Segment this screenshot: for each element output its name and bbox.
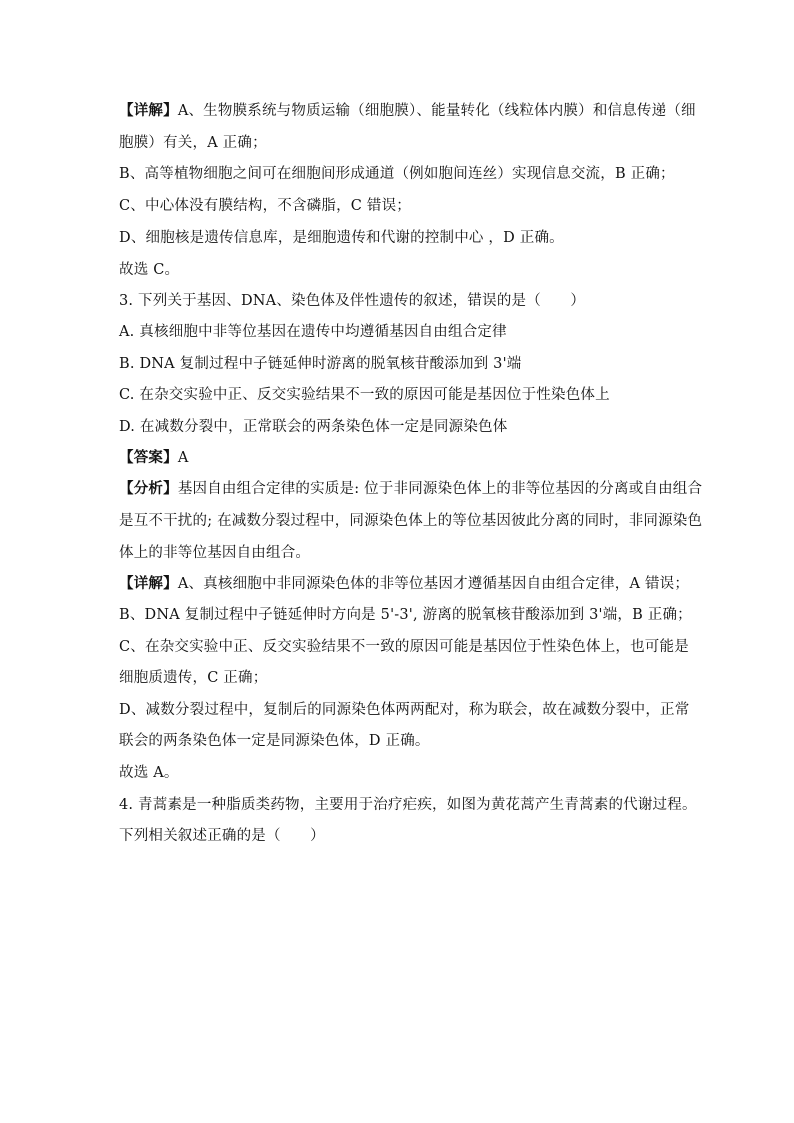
detail-tag: 【详解】 bbox=[119, 102, 178, 119]
answer-line bbox=[119, 448, 188, 468]
analysis-line-1: 【分析】基因自由组合定律的实质是: 位于非同源染色体上的非等位基因的分离或自由组合 bbox=[119, 480, 703, 497]
detail-line-2: 胞膜）有关，A 正确； bbox=[119, 135, 267, 151]
detail-line-4: C、中心体没有膜结构，不含磷脂，C 错误； bbox=[119, 198, 411, 214]
question-3-stem: 3. 下列关于基因、DNA、染色体及伴性遗传的叙述，错误的是（ ） bbox=[119, 293, 586, 309]
question-4-stem-line-1: 4. 青蒿素是一种脂质类药物，主要用于治疗疟疾，如图为黄花蒿产生青蒿素的代谢过程。 bbox=[119, 797, 697, 813]
question-3-option-a: A. 真核细胞中非等位基因在遗传中均遵循基因自由组合定律 bbox=[119, 324, 507, 340]
analysis-tag: 【分析】 bbox=[119, 480, 178, 497]
detail-tag: 【详解】 bbox=[119, 575, 178, 592]
detail-line-1: 【详解】A、生物膜系统与物质运输（细胞膜）、能量转化（线粒体内膜）和信息传递（细 bbox=[119, 102, 696, 119]
answer-tag: 【答案】 bbox=[119, 449, 178, 466]
question-4-stem-line-2: 下列相关叙述正确的是（ ） bbox=[119, 828, 325, 844]
answer-value: A bbox=[177, 450, 189, 466]
detail-q3-line-5: D、减数分裂过程中，复制后的同源染色体两两配对，称为联会，故在减数分裂中，正常 bbox=[119, 702, 690, 718]
detail-line-5: D、细胞核是遗传信息库，是细胞遗传和代谢的控制中心 ，D 正确。 bbox=[119, 230, 564, 246]
question-3-option-d: D. 在减数分裂中，正常联会的两条染色体一定是同源染色体 bbox=[119, 419, 508, 435]
detail-q3-line-3: C、在杂交实验中正、反交实验结果不一致的原因可能是基因位于性染色体上，也可能是 bbox=[119, 639, 689, 655]
analysis-line-3: 体上的非等位基因自由组合。 bbox=[119, 545, 311, 561]
detail-q3-line-2: B、DNA 复制过程中子链延伸时方向是 5'-3', 游离的脱氧核苷酸添加到 3'端，B 正确； bbox=[119, 607, 692, 623]
question-3-option-b: B. DNA 复制过程中子链延伸时游离的脱氧核苷酸添加到 3'端 bbox=[119, 356, 522, 372]
detail-q3-line-6: 联会的两条染色体一定是同源染色体，D 正确。 bbox=[119, 733, 430, 749]
detail-q3-line-4: 细胞质遗传，C 正确； bbox=[119, 670, 268, 686]
detail-q3-line-1: 【详解】A、真核细胞中非同源染色体的非等位基因才遵循基因自由组合定律，A 错误； bbox=[119, 575, 690, 592]
question-3-option-c: C. 在杂交实验中正、反交实验结果不一致的原因可能是基因位于性染色体上 bbox=[119, 387, 610, 403]
detail-line-3: B、高等植物细胞之间可在细胞间形成通道（例如胞间连丝）实现信息交流，B 正确； bbox=[119, 166, 675, 182]
conclusion-line: 故选 C。 bbox=[119, 262, 180, 278]
analysis-line-2: 是互不干扰的; 在减数分裂过程中，同源染色体上的等位基因彼此分离的同时，非同源染色 bbox=[119, 513, 703, 529]
conclusion-line: 故选 A。 bbox=[119, 765, 179, 781]
